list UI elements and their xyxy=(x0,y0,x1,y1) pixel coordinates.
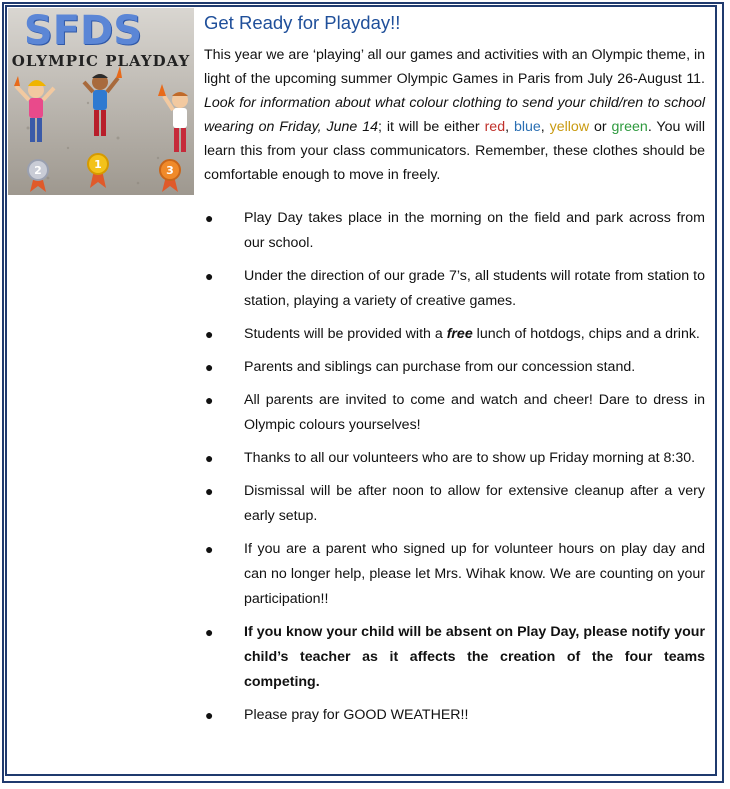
intro-text-1: This year we are ‘playing’ all our games and activities with an Olympic theme, in light of the upcoming summer Olympic Games in Paris from July 26-August 11. xyxy=(204,47,705,87)
list-item-text: Please pray for GOOD WEATHER!! xyxy=(244,707,469,723)
bullet-icon: ● xyxy=(205,450,214,466)
list-item xyxy=(204,703,705,728)
bullet-icon: ● xyxy=(205,483,214,499)
list-item-text: All parents are invited to come and watch and cheer! Dare to dress in Olympic colours yourselves! xyxy=(244,392,705,433)
playday-bullet-list xyxy=(204,206,705,736)
list-item-text: If you know your child will be absent on Play Day, please notify your child’s teacher as it affects the creation of the four teams competing. xyxy=(244,624,705,690)
intro-sep: , xyxy=(540,119,550,135)
list-item-text: If you are a parent who signed up for volunteer hours on play day and can no longer help, please let Mrs. Wihak know. We are counting on your participation!! xyxy=(244,541,705,607)
medal-gold-number: 1 xyxy=(94,158,102,171)
intro-italic: Look for information about what colour clothing to send your child/ren to school wearing on Friday, June 14 xyxy=(204,95,705,135)
bullet-icon: ● xyxy=(205,541,214,557)
color-red-word: red xyxy=(484,119,506,135)
bullet-icon: ● xyxy=(205,268,214,284)
medal-silver-number: 2 xyxy=(34,164,42,177)
poster-logo: SFDS xyxy=(23,8,143,54)
list-item xyxy=(204,388,705,438)
page-title: Get Ready for Playday!! xyxy=(204,12,401,33)
bullet-icon: ● xyxy=(205,359,214,375)
list-item-text: Parents and siblings can purchase from our concession stand. xyxy=(244,359,636,375)
medal-bronze-number: 3 xyxy=(166,164,174,177)
list-item xyxy=(204,322,705,347)
bullet-icon: ● xyxy=(205,624,214,640)
list-item xyxy=(204,446,705,471)
olympic-playday-poster xyxy=(8,8,194,195)
bullet-icon: ● xyxy=(205,707,214,723)
list-item-text: Thanks to all our volunteers who are to show up Friday morning at 8:30. xyxy=(244,450,696,466)
intro-paragraph xyxy=(204,43,705,187)
bullet-icon: ● xyxy=(205,326,214,342)
intro-text-2: ; it will be either xyxy=(377,119,485,135)
poster-subtitle: OLYMPIC PLAYDAY xyxy=(11,52,191,70)
list-item-text: Students will be provided with a xyxy=(244,326,447,342)
bullet-icon: ● xyxy=(205,210,214,226)
list-item-text: Dismissal will be after noon to allow for extensive cleanup after a very early setup. xyxy=(244,483,705,524)
list-item xyxy=(204,264,705,314)
color-yellow-word: yellow xyxy=(549,119,590,135)
list-item xyxy=(204,355,705,380)
list-item-text: lunch of hotdogs, chips and a drink. xyxy=(472,326,700,342)
list-item-text: Under the direction of our grade 7’s, all students will rotate from station to station, playing a variety of creative games. xyxy=(244,268,705,309)
intro-text-3: . You will learn this from your class communicators. Remember, these clothes should be comfortable enough to move in freely. xyxy=(204,119,705,183)
intro-sep: , xyxy=(505,119,514,135)
list-item xyxy=(204,206,705,256)
bullet-icon: ● xyxy=(205,392,214,408)
list-item xyxy=(204,537,705,612)
list-item xyxy=(204,479,705,529)
list-item xyxy=(204,620,705,695)
list-item-text: Play Day takes place in the morning on the field and park across from our school. xyxy=(244,210,705,251)
color-green-word: green xyxy=(611,119,648,135)
free-emphasis: free xyxy=(446,326,473,342)
intro-or: or xyxy=(589,119,612,135)
color-blue-word: blue xyxy=(513,119,541,135)
